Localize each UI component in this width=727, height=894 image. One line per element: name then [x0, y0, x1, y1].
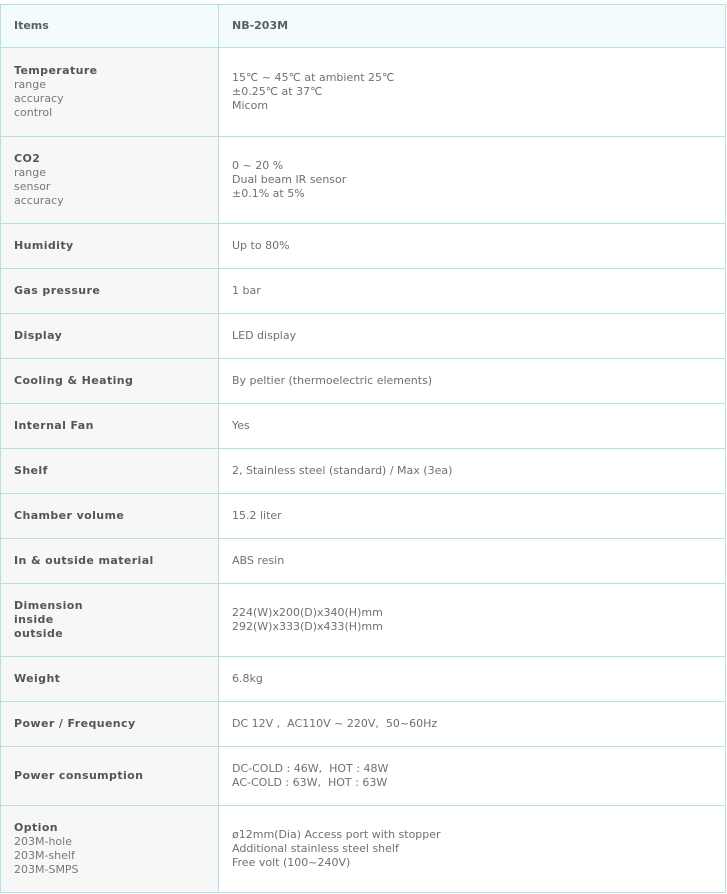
header-model-cell [219, 5, 726, 48]
value-cell [219, 404, 726, 449]
table-row-weight [1, 657, 726, 702]
value-cell [219, 657, 726, 702]
table-row-power-frequency [1, 702, 726, 747]
row-value: DC 12V , AC110V ~ 220V, 50~60Hz [232, 717, 438, 730]
row-value: DC-COLD : 46W, HOT : 48W [232, 762, 389, 775]
row-subtitle: 203M-shelf [14, 849, 75, 862]
value-cell [219, 269, 726, 314]
row-value: Yes [232, 419, 250, 432]
row-subtitle: outside [14, 627, 64, 640]
row-subtitle: range [14, 166, 46, 179]
value-cell [219, 449, 726, 494]
label-cell [1, 584, 219, 657]
row-title: Temperature [14, 64, 98, 77]
row-value: LED display [232, 329, 297, 342]
row-value: 1 bar [232, 284, 261, 297]
label-cell [1, 539, 219, 584]
row-title: Weight [14, 672, 61, 685]
row-value: By peltier (thermoelectric elements) [232, 374, 433, 387]
row-value: ø12mm(Dia) Access port with stopper [232, 828, 441, 841]
row-title: Gas pressure [14, 284, 101, 297]
row-value: Up to 80% [232, 239, 290, 252]
value-cell [219, 494, 726, 539]
value-cell [219, 747, 726, 806]
table-row-cooling-heating [1, 359, 726, 404]
row-value: Additional stainless steel shelf [232, 842, 399, 855]
value-cell [219, 806, 726, 893]
row-subtitle: sensor [14, 180, 51, 193]
row-value: ±0.1% at 5% [232, 187, 305, 200]
table-row-gas-pressure [1, 269, 726, 314]
table-row-material [1, 539, 726, 584]
spec-table [0, 4, 726, 893]
row-title: CO2 [14, 152, 41, 165]
table-row-shelf [1, 449, 726, 494]
table-row-humidity [1, 224, 726, 269]
header-items-label: Items [14, 19, 49, 32]
label-cell [1, 449, 219, 494]
label-cell [1, 137, 219, 224]
header-items-cell [1, 5, 219, 48]
value-cell [219, 539, 726, 584]
row-value: Dual beam IR sensor [232, 173, 347, 186]
row-subtitle: control [14, 106, 53, 119]
row-subtitle: inside [14, 613, 54, 626]
row-title: Option [14, 821, 59, 834]
label-cell [1, 657, 219, 702]
label-cell [1, 806, 219, 893]
table-row-temperature [1, 48, 726, 137]
table-row-power-consumption [1, 747, 726, 806]
row-title: Internal Fan [14, 419, 94, 432]
row-title: Shelf [14, 464, 48, 477]
label-cell [1, 702, 219, 747]
row-value: Micom [232, 99, 269, 112]
row-subtitle: range [14, 78, 46, 91]
value-cell [219, 137, 726, 224]
row-title: Dimension [14, 599, 83, 612]
row-subtitle: accuracy [14, 194, 64, 207]
value-cell [219, 224, 726, 269]
label-cell [1, 269, 219, 314]
table-row-chamber-volume [1, 494, 726, 539]
row-title: Power / Frequency [14, 717, 136, 730]
label-cell [1, 224, 219, 269]
row-title: Chamber volume [14, 509, 125, 522]
row-value: ABS resin [232, 554, 285, 567]
row-value: Free volt (100~240V) [232, 856, 351, 869]
value-cell [219, 314, 726, 359]
row-title: Power consumption [14, 769, 144, 782]
row-title: Display [14, 329, 63, 342]
table-row-internal-fan [1, 404, 726, 449]
row-title: Cooling & Heating [14, 374, 134, 387]
table-row-co2 [1, 137, 726, 224]
label-cell [1, 48, 219, 137]
row-subtitle: 203M-hole [14, 835, 72, 848]
label-cell [1, 314, 219, 359]
row-value: 292(W)x333(D)x433(H)mm [232, 620, 383, 633]
row-title: Humidity [14, 239, 74, 252]
table-row-option [1, 806, 726, 893]
label-cell [1, 494, 219, 539]
value-cell [219, 702, 726, 747]
table-row-display [1, 314, 726, 359]
row-subtitle: 203M-SMPS [14, 863, 79, 876]
row-value: 15.2 liter [232, 509, 282, 522]
row-value: 0 ~ 20 % [232, 159, 284, 172]
value-cell [219, 48, 726, 137]
value-cell [219, 359, 726, 404]
row-value: 6.8kg [232, 672, 263, 685]
label-cell [1, 404, 219, 449]
row-title: In & outside material [14, 554, 154, 567]
row-value: 224(W)x200(D)x340(H)mm [232, 606, 383, 619]
row-value: ±0.25℃ at 37℃ [232, 85, 323, 98]
header-model-label: NB-203M [232, 19, 289, 32]
value-cell [219, 584, 726, 657]
table-header-row [1, 5, 726, 48]
table-row-dimension [1, 584, 726, 657]
row-value: 2, Stainless steel (standard) / Max (3ea) [232, 464, 453, 477]
label-cell [1, 359, 219, 404]
label-cell [1, 747, 219, 806]
row-value: 15℃ ~ 45℃ at ambient 25℃ [232, 71, 395, 84]
row-subtitle: accuracy [14, 92, 64, 105]
row-value: AC-COLD : 63W, HOT : 63W [232, 776, 388, 789]
